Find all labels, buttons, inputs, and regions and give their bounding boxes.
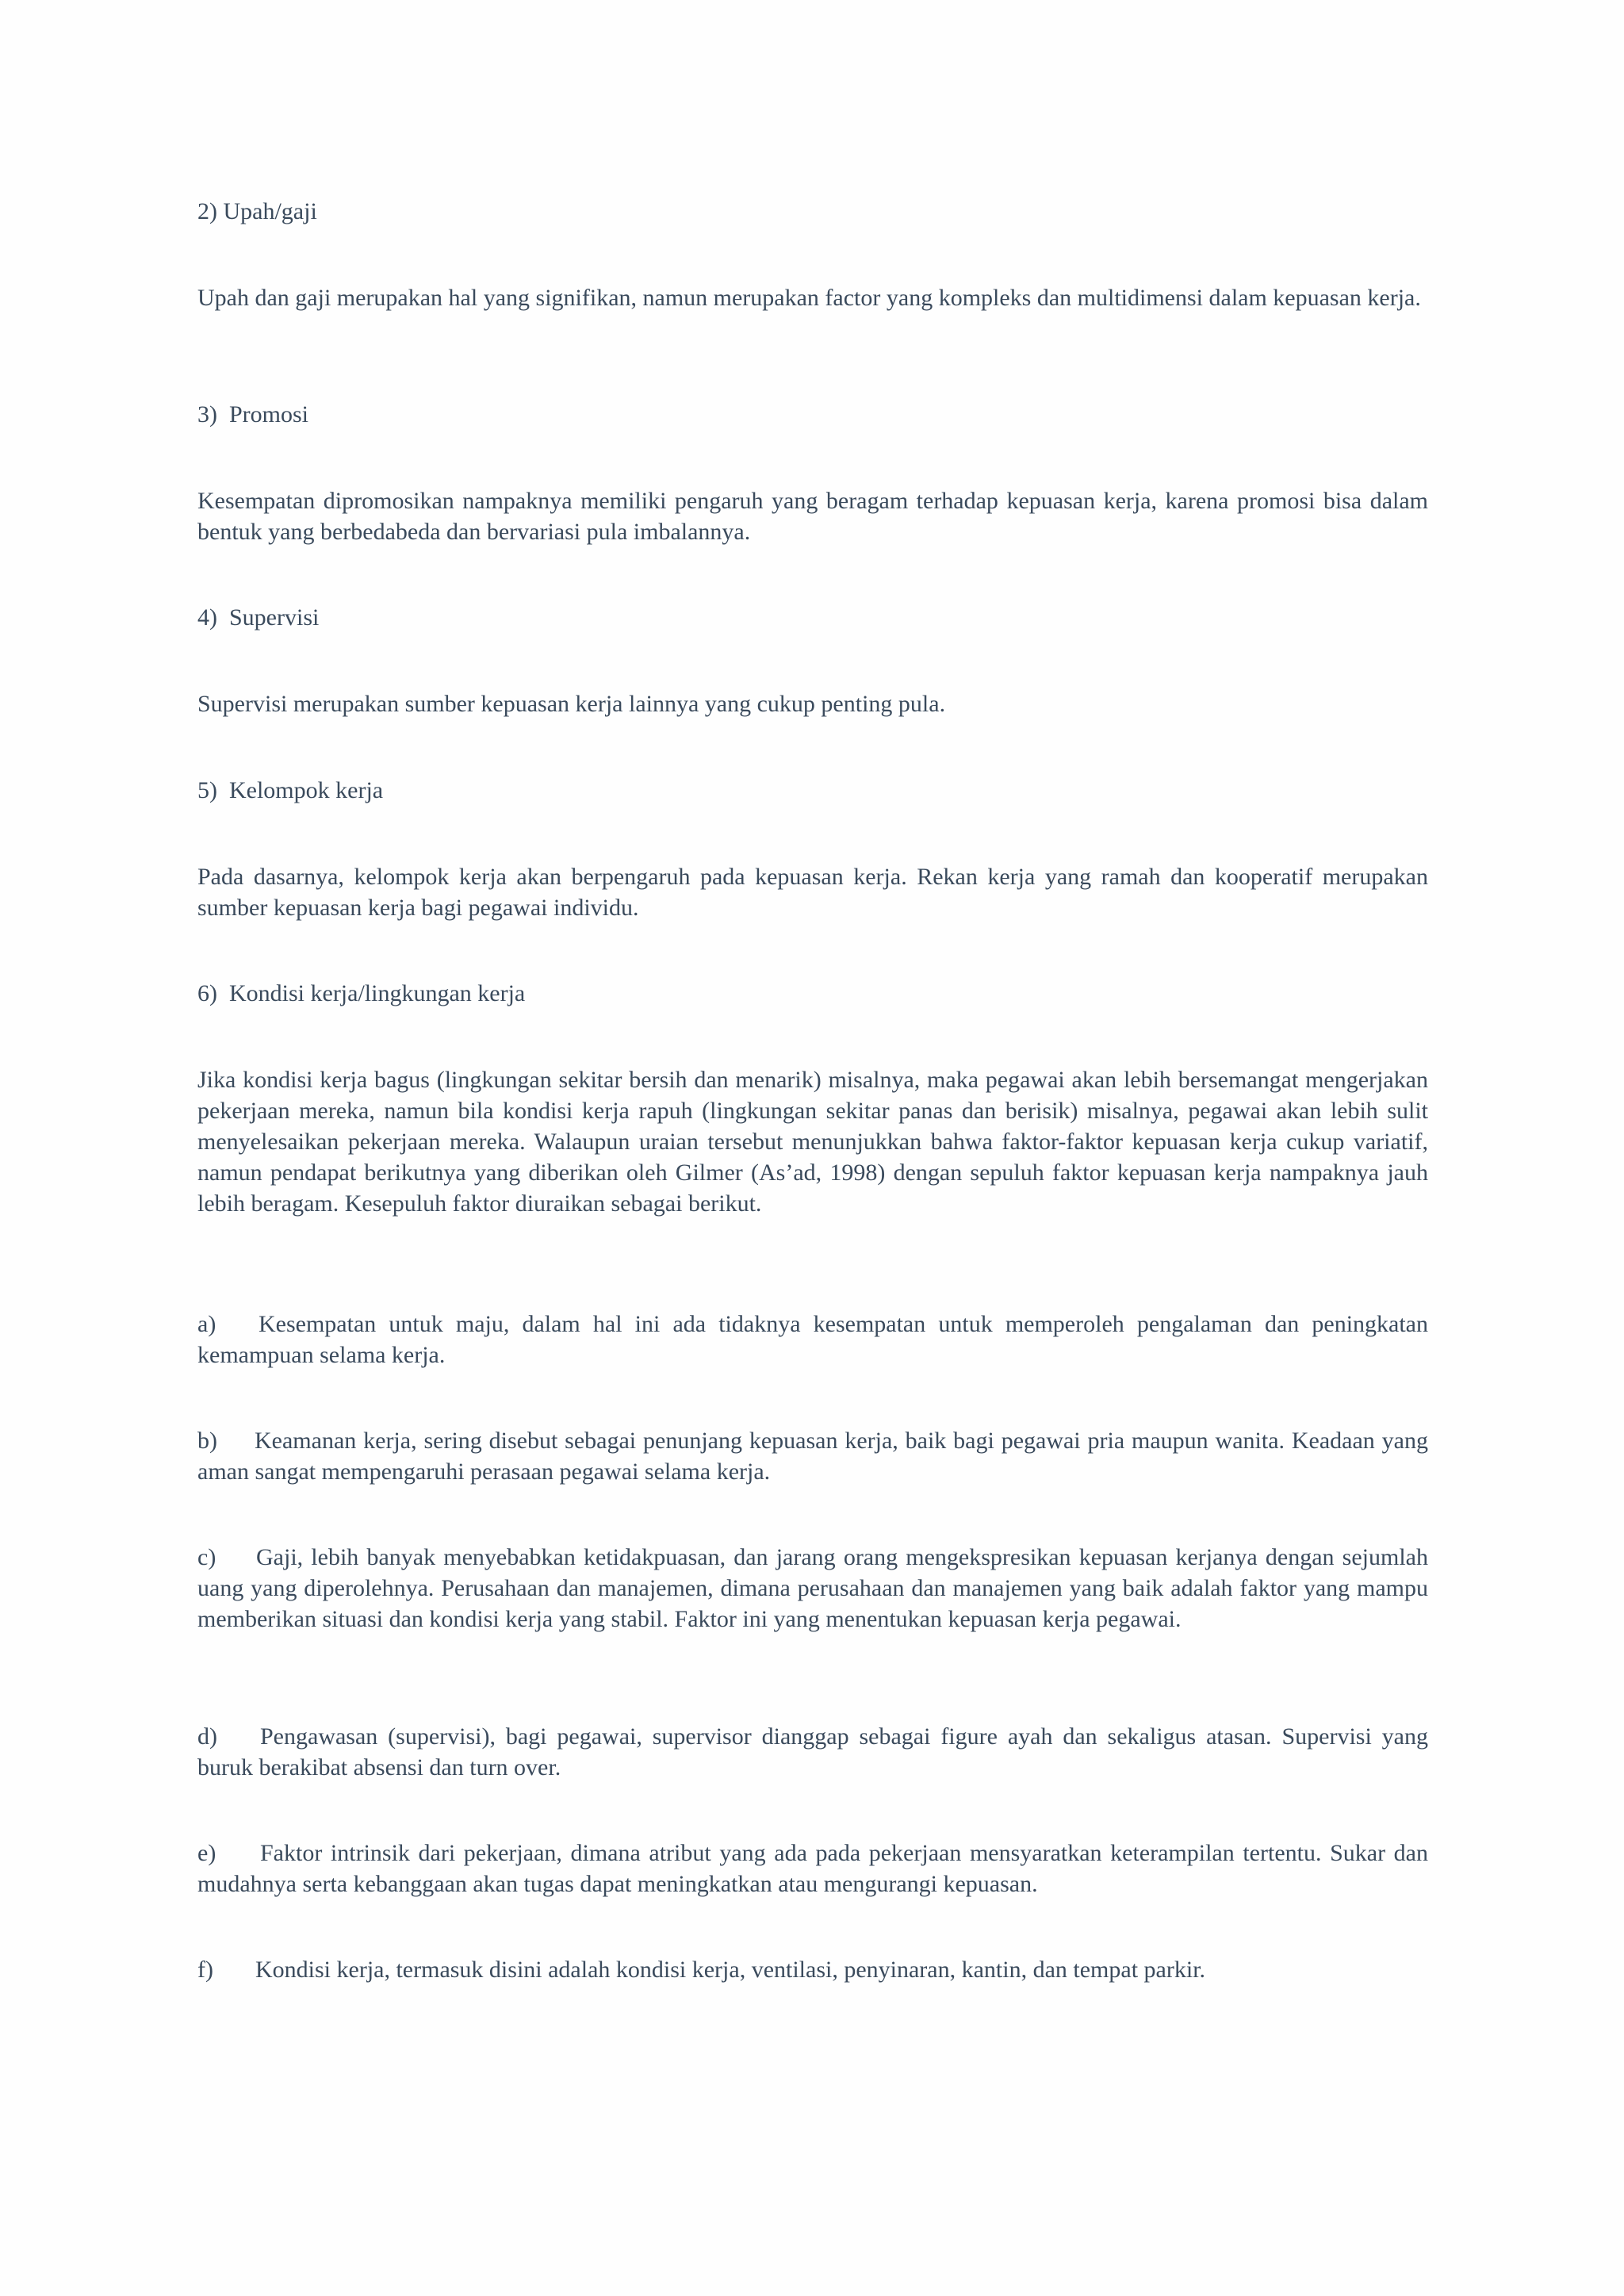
list-item-d: d) Pengawasan (supervisi), bagi pegawai, supervisor dianggap sebagai figure ayah dan sekaligus atasan. Supervisi yang buruk berakibat absensi dan turn over. — [197, 1723, 1428, 1780]
list-item-text: Kondisi kerja, termasuk disini adalah kondisi kerja, ventilasi, penyinaran, kantin, dan tempat parkir. — [255, 1957, 1206, 1983]
list-item-text: Faktor intrinsik dari pekerjaan, dimana atribut yang ada pada pekerjaan mensyaratkan keterampilan tertentu. Sukar dan mudahnya serta kebanggaan akan tugas dapat meningkatkan atau mengurangi kepuasan. — [197, 1840, 1428, 1897]
paragraph-promosi: Kesempatan dipromosikan nampaknya memiliki pengaruh yang beragam terhadap kepuasan kerja, karena promosi bisa dalam bentuk yang berbedabeda dan bervariasi pula imbalannya. — [197, 488, 1428, 545]
heading-kelompok-kerja: 5) Kelompok kerja — [197, 777, 384, 803]
list-item-c: c) Gaji, lebih banyak menyebabkan ketidakpuasan, dan jarang orang mengekspresikan kepuasan kerjanya dengan sejumlah uang yang diperolehnya. Perusahaan dan manajemen, dimana perusahaan dan manajemen yang baik adalah faktor yang mampu memberikan situasi dan kondisi kerja yang stabil. Faktor ini yang menentukan kepuasan kerja pegawai. — [197, 1544, 1428, 1632]
paragraph-kelompok-kerja: Pada dasarnya, kelompok kerja akan berpengaruh pada kepuasan kerja. Rekan kerja yang ramah dan kooperatif merupakan sumber kepuasan kerja bagi pegawai individu. — [197, 864, 1428, 921]
heading-kondisi-kerja: 6) Kondisi kerja/lingkungan kerja — [197, 980, 526, 1006]
list-item-a: a) Kesempatan untuk maju, dalam hal ini ada tidaknya kesempatan untuk memperoleh pengalaman dan peningkatan kemampuan selama kerja. — [197, 1311, 1428, 1368]
list-item-f: f) Kondisi kerja, termasuk disini adalah kondisi kerja, ventilasi, penyinaran, kantin, dan tempat parkir. — [197, 1957, 1206, 1983]
heading-supervisi: 4) Supervisi — [197, 604, 320, 631]
heading-upah-gaji: 2) Upah/gaji — [197, 198, 317, 224]
list-item-text: Gaji, lebih banyak menyebabkan ketidakpuasan, dan jarang orang mengekspresikan kepuasan kerjanya dengan sejumlah uang yang diperolehnya. Perusahaan dan manajemen, dimana perusahaan dan manajemen yang baik adalah faktor yang mampu memberikan situasi dan kondisi kerja yang stabil. Faktor ini yang menentukan kepuasan kerja pegawai. — [197, 1544, 1428, 1632]
list-item-e: e) Faktor intrinsik dari pekerjaan, dimana atribut yang ada pada pekerjaan mensyaratkan keterampilan tertentu. Sukar dan mudahnya serta kebanggaan akan tugas dapat meningkatkan atau mengurangi kepuasan. — [197, 1840, 1428, 1897]
paragraph-kondisi-kerja: Jika kondisi kerja bagus (lingkungan sekitar bersih dan menarik) misalnya, maka pegawai akan lebih bersemangat mengerjakan pekerjaan mereka, namun bila kondisi kerja rapuh (lingkungan sekitar panas dan berisik) misalnya, pegawai akan lebih sulit menyelesaikan pekerjaan mereka. Walaupun uraian tersebut menunjukkan bahwa faktor-faktor kepuasan kerja cukup variatif, namun pendapat berikutnya yang diberikan oleh Gilmer (As’ad, 1998) dengan sepuluh faktor kepuasan kerja nampaknya jauh lebih beragam. Kesepuluh faktor diuraikan sebagai berikut. — [197, 1067, 1428, 1217]
list-item-text: Pengawasan (supervisi), bagi pegawai, supervisor dianggap sebagai figure ayah dan sekaligus atasan. Supervisi yang buruk berakibat absensi dan turn over. — [197, 1723, 1428, 1780]
list-item-text: Keamanan kerja, sering disebut sebagai penunjang kepuasan kerja, baik bagi pegawai pria maupun wanita. Keadaan yang aman sangat mempengaruhi perasaan pegawai selama kerja. — [197, 1428, 1428, 1485]
list-item-b: b) Keamanan kerja, sering disebut sebagai penunjang kepuasan kerja, baik bagi pegawai pria maupun wanita. Keadaan yang aman sangat mempengaruhi perasaan pegawai selama kerja. — [197, 1428, 1428, 1485]
paragraph-supervisi: Supervisi merupakan sumber kepuasan kerja lainnya yang cukup penting pula. — [197, 691, 946, 717]
paragraph-upah-gaji: Upah dan gaji merupakan hal yang signifikan, namun merupakan factor yang kompleks dan multidimensi dalam kepuasan kerja. — [197, 285, 1421, 311]
heading-promosi: 3) Promosi — [197, 401, 309, 427]
list-item-text: Kesempatan untuk maju, dalam hal ini ada tidaknya kesempatan untuk memperoleh pengalaman dan peningkatan kemampuan selama kerja. — [197, 1311, 1428, 1368]
